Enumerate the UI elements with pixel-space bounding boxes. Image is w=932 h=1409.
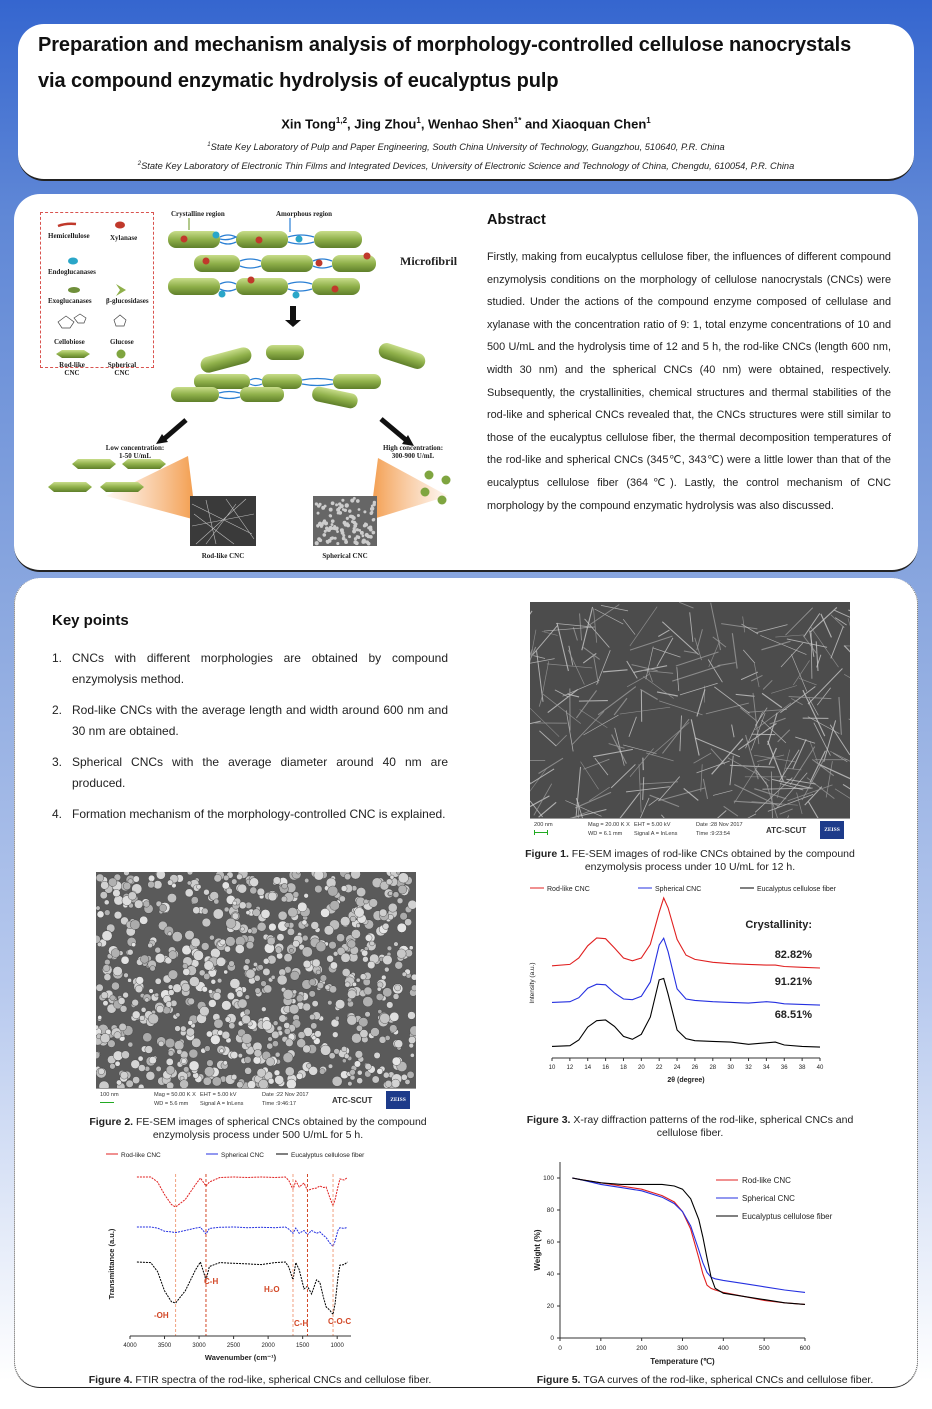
ftir-annotation: C-H — [204, 1277, 219, 1286]
ftir-legend-label: Eucalyptus cellulose fiber — [291, 1152, 365, 1159]
ftir-x-tick-label: 1000 — [330, 1343, 344, 1349]
xrd-x-tick-label: 26 — [691, 1065, 699, 1071]
author-affil-sup: 1 — [416, 116, 421, 125]
xrd-legend-label: Eucalyptus cellulose fiber — [757, 886, 836, 893]
legend-label-xylanase: Xylanase — [110, 234, 138, 242]
affiliation-1 — [18, 142, 914, 152]
author-list: Xin Tong$^{1,2}$, Jing Zhou$^1$, Wenhao Shen$^{1*}$ and Xiaoquan Chen$^1$ — [281, 116, 651, 132]
ftir-x-tick-label: 1500 — [295, 1343, 310, 1349]
tga-x-tick-label: 400 — [717, 1345, 729, 1352]
figure1-sem-image — [530, 602, 850, 840]
tga-x-tick-label: 300 — [677, 1345, 688, 1352]
author-name: Xin Tong — [281, 116, 336, 132]
ftir-x-tick-label: 2500 — [226, 1343, 241, 1349]
tga-x-tick-label: 500 — [758, 1345, 770, 1352]
legend-label-beta-glucosidases: β-glucosidases — [106, 297, 149, 305]
ftir-x-tick-label: 3000 — [192, 1343, 206, 1349]
xylanase-icon — [115, 222, 125, 229]
affiliation-2-text: State Key Laboratory of Electronic Thin Films and Integrated Devices, University of Electronic Science and Technology of China, Chengdu, 610054, P.R. China — [141, 161, 795, 172]
legend-label-exoglucanases: Exoglucanases — [48, 297, 92, 305]
xrd-y-label: Intensity (a.u.) — [529, 962, 536, 1004]
title-panel — [18, 24, 914, 181]
figure1-caption: Figure 1. FE-SEM images of rod-like CNCs obtained by the compound enzymolysis process under 10 U/mL for 12 h. — [525, 848, 855, 873]
high-conc-label: High concentration: 300-900 U/mL — [382, 444, 444, 460]
hemicellulose-icon — [58, 224, 76, 226]
key-points-list — [52, 648, 448, 835]
abstract-body: Firstly, making from eucalyptus cellulose fiber, the influences of different compound enzymolysis conditions on the morphology of cellulose nanocrystals (CNCs) were studied. Under the actions of the compound enzyme composed of cellulase and xylanase with the concentration ratio of 9: 1, total enzyme concentrations of 10 and 500 U/mL and the hydrolysis time of 12 and 5 h, the rod-like CNCs (length 600 nm, width 30 nm) and the spherical CNCs (40 nm) were obtained, respectively. Subsequently, the crystallinities, chemical structures and thermal stabilities of the rod-like and spherical CNCs revealed that, the CNCs structures were still similar to those of the eucalyptus cellulose fiber, the thermal decomposition temperatures of the rod-like and spherical CNCs (345℃, 343℃) were a little lower than that of the eucalyptus cellulose fiber (364℃). Lastly, the control mechanism of CNC morphology by the compound enzymatic hydrolysis was also discussed. — [487, 251, 891, 512]
legend-label-cellobiose: Cellobiose — [54, 338, 85, 346]
xrd-x-tick-label: 28 — [709, 1065, 717, 1071]
xrd-legend-label: Spherical CNC — [655, 886, 702, 893]
tga-x-label: Temperature (℃) — [650, 1357, 715, 1366]
tga-chart — [520, 1152, 880, 1368]
figure3-caption: Figure 3. X-ray diffraction patterns of the rod-like, spherical CNCs and cellulose fiber. — [526, 1114, 854, 1139]
left-diagonal-arrow-icon — [156, 420, 186, 444]
tga-y-tick-label: 0 — [550, 1335, 554, 1342]
legend-label-spherical: Spherical CNC — [107, 361, 137, 377]
rod-cnc-micrograph — [530, 602, 850, 818]
zeiss-logo: ZEISS — [386, 1091, 410, 1109]
xrd-x-tick-label: 16 — [602, 1065, 609, 1071]
tga-y-tick-label: 20 — [546, 1303, 554, 1310]
legend-label-hemicellulose: Hemicellulose — [48, 232, 90, 240]
tga-x-tick-label: 600 — [799, 1345, 811, 1352]
glucose-icon — [114, 315, 126, 326]
figure2-sem-image — [96, 872, 416, 1110]
xrd-chart — [520, 878, 860, 1106]
crystallinity-value: 68.51% — [774, 1009, 812, 1021]
xrd-x-tick-label: 20 — [637, 1065, 645, 1071]
ftir-chart — [96, 1146, 426, 1368]
xrd-x-tick-label: 12 — [566, 1065, 574, 1071]
affiliation-1-text: State Key Laboratory of Pulp and Paper Engineering, South China University of Technology, Guangzhou, 510640, P.R. China — [210, 142, 725, 153]
abstract-panel — [14, 194, 918, 572]
tga-legend-label: Rod-like CNC — [742, 1176, 791, 1185]
xrd-x-tick-label: 24 — [673, 1065, 681, 1071]
xrd-x-tick-label: 40 — [816, 1065, 824, 1071]
author-name: Jing Zhou — [354, 116, 417, 132]
legend-label-glucose: Glucose — [110, 338, 134, 346]
tga-y-tick-label: 80 — [546, 1207, 554, 1214]
ftir-legend-label: Rod-like CNC — [121, 1152, 161, 1159]
key-point-item: 2. Rod-like CNCs with the average length and width around 600 nm and 30 nm are obtained. — [52, 703, 448, 738]
xrd-x-tick-label: 38 — [798, 1065, 806, 1071]
spherical-cnc-icon — [117, 350, 126, 359]
figure4-caption: Figure 4. FTIR spectra of the rod-like, spherical CNCs and cellulose fiber. — [88, 1374, 432, 1386]
low-conc-label: Low concentration: 1-50 U/mL — [105, 444, 165, 460]
ftir-y-label: Transmittance (a.u.) — [107, 1228, 116, 1300]
xrd-x-tick-label: 30 — [727, 1065, 735, 1071]
crystallinity-value: 91.21% — [774, 976, 812, 988]
ftir-annotation: C-H — [294, 1319, 309, 1328]
affiliation-2-sup: 2 — [137, 161, 142, 167]
key-point-item: 4. Formation mechanism of the morphology-controlled CNC is explained. — [52, 807, 446, 821]
key-points-heading: Key points — [52, 612, 129, 629]
microfibril-label: Microfibril — [400, 254, 458, 268]
author-name: Wenhao Shen — [428, 116, 514, 132]
legend-label-rod-like: Rod-like CNC — [59, 361, 85, 377]
down-arrow-icon — [285, 306, 301, 327]
ftir-legend-label: Spherical CNC — [221, 1152, 264, 1159]
microfibril-bundle — [168, 218, 376, 299]
crystallinity-value: 82.82% — [774, 949, 812, 961]
high-conc-cone — [370, 458, 448, 520]
spherical-cnc-micrograph — [96, 872, 416, 1088]
tga-legend-label: Eucalyptus cellulose fiber — [742, 1212, 833, 1221]
ftir-x-tick-label: 2000 — [261, 1343, 275, 1349]
rod-sem-caption: Rod-like CNC — [201, 552, 245, 560]
affiliation-2 — [18, 161, 914, 171]
tga-y-tick-label: 60 — [546, 1239, 554, 1246]
exoglucanase-icon — [68, 287, 80, 293]
xrd-x-tick-label: 14 — [584, 1065, 592, 1071]
author-affil-sup: 1* — [513, 116, 522, 125]
tga-legend-label: Spherical CNC — [742, 1194, 795, 1203]
hydrolysis-fragments — [171, 341, 427, 410]
ftir-series-1 — [137, 1227, 348, 1246]
sphere-sem-thumbnail — [313, 496, 377, 546]
amorphous-region-label: Amorphous region — [276, 210, 333, 218]
ftir-annotation: -OH — [154, 1311, 169, 1320]
tga-y-tick-label: 100 — [543, 1175, 554, 1182]
ftir-x-tick-label: 4000 — [123, 1343, 137, 1349]
beta-glucosidase-icon — [116, 284, 126, 296]
xrd-x-tick-label: 32 — [745, 1065, 752, 1071]
xrd-x-tick-label: 34 — [763, 1065, 770, 1071]
ftir-x-tick-label: 3500 — [157, 1343, 172, 1349]
figure5-caption: Figure 5. TGA curves of the rod-like, spherical CNCs and cellulose fiber. — [536, 1374, 874, 1386]
mechanism-schematic — [36, 204, 476, 564]
author-affil-sup: 1 — [646, 116, 651, 125]
results-panel — [14, 578, 918, 1388]
tga-x-tick-label: 200 — [636, 1345, 648, 1352]
author-affil-sup: 1,2 — [335, 116, 348, 125]
abstract-heading: Abstract — [487, 212, 546, 228]
author-name: Xiaoquan Chen — [551, 116, 647, 132]
crystalline-region-label: Crystalline region — [171, 210, 225, 218]
endoglucanase-icon — [68, 258, 78, 265]
tga-y-label: Weight (%) — [533, 1229, 542, 1271]
sphere-sem-caption: Spherical CNC — [322, 552, 368, 560]
figure2-caption: Figure 2. FE-SEM images of spherical CNCs obtained by the compound enzymolysis process under 500 U/mL for 5 h. — [89, 1116, 427, 1141]
tga-y-tick-label: 40 — [546, 1271, 554, 1278]
xrd-x-tick-label: 22 — [655, 1065, 663, 1071]
figure1-sem-databar: 200 nm Mag = 20.00 K X WD = 6.1 mm EHT = 5.00 kV Signal A = InLens Date :28 Nov 2017 Time :9:23:54 ATC-SCUT ZEISS — [530, 818, 850, 840]
xrd-x-tick-label: 10 — [548, 1065, 556, 1071]
key-point-item: 3. Spherical CNCs with the average diameter around 40 nm are produced. — [52, 755, 448, 790]
tga-x-tick-label: 100 — [595, 1345, 607, 1352]
xrd-x-tick-label: 36 — [780, 1065, 788, 1071]
right-diagonal-arrow-icon — [381, 419, 414, 446]
xrd-x-label: 2θ (degree) — [667, 1077, 705, 1084]
legend-label-endoglucanases: Endoglucanases — [48, 268, 96, 276]
ftir-series-0 — [137, 1177, 348, 1207]
cellobiose-icon — [58, 314, 86, 328]
poster-title-line-2: via compound enzymatic hydrolysis of eucalyptus pulp — [38, 70, 559, 92]
ftir-series-2 — [137, 1262, 348, 1315]
ftir-annotation: C-O-C — [328, 1317, 352, 1326]
crystallinity-title: Crystallinity: — [745, 919, 812, 931]
xrd-legend-label: Rod-like CNC — [547, 886, 590, 893]
poster-title-line-1: Preparation and mechanism analysis of morphology-controlled cellulose nanocrystals — [38, 34, 852, 56]
rod-like-cnc-icon — [56, 350, 90, 358]
tga-x-tick-label: 0 — [558, 1345, 562, 1352]
xrd-x-tick-label: 18 — [620, 1065, 627, 1071]
zeiss-logo: ZEISS — [820, 821, 844, 839]
figure2-sem-databar: 100 nm Mag = 50.00 K X WD = 5.6 mm EHT = 5.00 kV Signal A = InLens Date :22 Nov 2017 Time :9:46:17 ATC-SCUT ZEISS — [96, 1088, 416, 1110]
affiliation-1-sup: 1 — [207, 142, 211, 148]
ftir-annotation: H₂O — [264, 1285, 280, 1294]
key-point-item: 1. CNCs with different morphologies are obtained by compound enzymolysis method. — [52, 651, 448, 686]
rod-sem-thumbnail — [190, 496, 256, 546]
ftir-x-label: Wavenumber (cm⁻¹) — [204, 1353, 277, 1362]
